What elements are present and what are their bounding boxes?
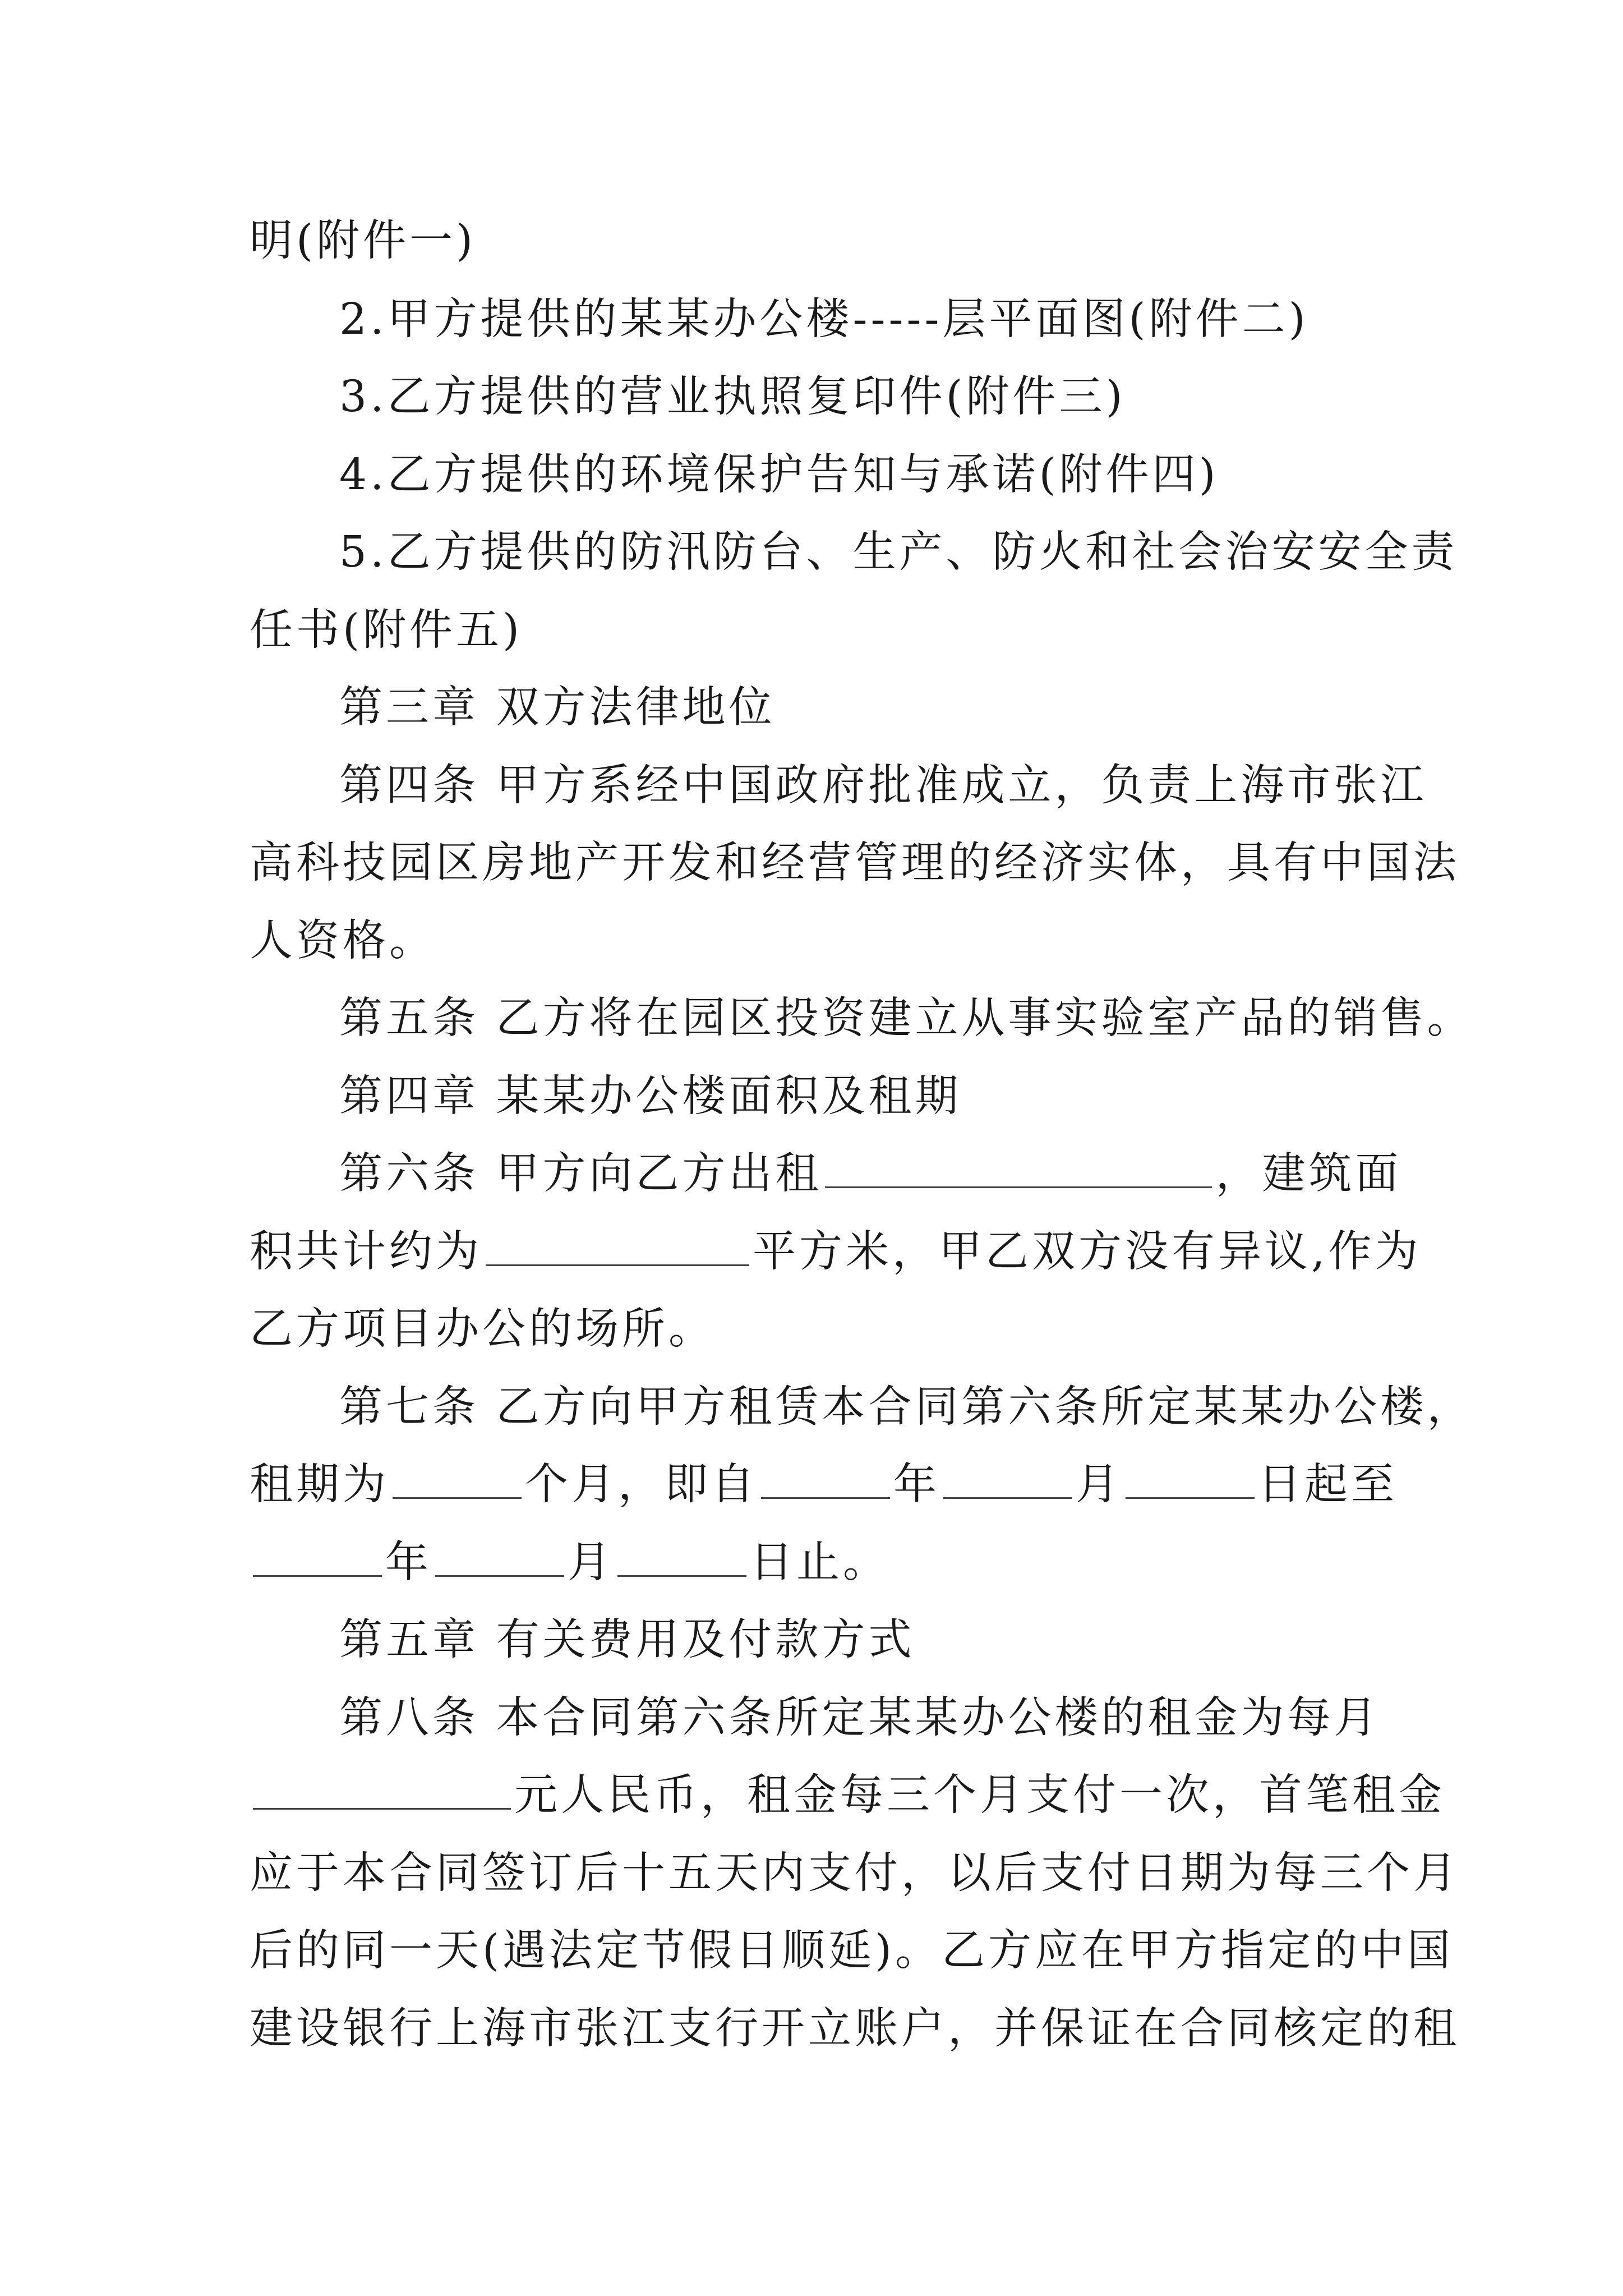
text-line	[250, 1768, 1445, 1824]
line-text: 2.甲方提供的某某办公楼-----层平面图(附件二)	[339, 295, 1309, 344]
line-text: 日止。	[750, 1538, 889, 1588]
text-line	[339, 1379, 1473, 1435]
blank-field	[761, 1462, 890, 1499]
text-line	[339, 447, 1219, 503]
line-text: 高科技园区房地产开发和经营管理的经济实体，具有中国法	[250, 838, 1460, 888]
text-line	[250, 1224, 1421, 1280]
text-line	[250, 213, 476, 269]
text-line	[250, 835, 1460, 891]
line-text: 年	[385, 1538, 432, 1588]
text-line	[339, 292, 1309, 348]
text-line	[250, 1301, 715, 1358]
line-text: 第三章 双方法律地位	[339, 683, 776, 733]
line-text: 月	[568, 1538, 614, 1588]
line-text: ，建筑面	[1215, 1149, 1402, 1199]
line-text: 第六条 甲方向乙方出租	[339, 1149, 822, 1199]
blank-field	[943, 1462, 1072, 1499]
blank-field	[486, 1230, 749, 1266]
blank-field	[435, 1540, 564, 1577]
blank-field	[253, 1540, 382, 1577]
line-text: 租期为	[250, 1460, 389, 1510]
text-line	[339, 1146, 1401, 1202]
line-text: 3.乙方提供的营业执照复印件(附件三)	[339, 372, 1126, 422]
blank-field	[1126, 1462, 1255, 1499]
blank-field	[253, 1773, 511, 1810]
blank-field	[825, 1152, 1212, 1188]
blank-field	[393, 1462, 522, 1499]
line-text: 第五条 乙方将在园区投资建立从事实验室产品的销售。	[339, 993, 1474, 1043]
line-text: 第八条 本合同第六条所定某某办公楼的租金为每月	[339, 1693, 1381, 1743]
line-text: 月	[1076, 1460, 1122, 1510]
line-text: 应于本合同签订后十五天内支付，以后支付日期为每三个月	[250, 1848, 1460, 1898]
line-text: 第五章 有关费用及付款方式	[339, 1615, 915, 1665]
chapter-heading	[339, 680, 775, 736]
blank-field	[617, 1540, 746, 1577]
line-text: 建设银行上海市张江支行开立账户，并保证在合同核定的租	[250, 2004, 1460, 2054]
line-text: 第七条 乙方向甲方租赁本合同第六条所定某某办公楼，	[339, 1382, 1474, 1432]
text-line	[250, 913, 436, 969]
text-line	[339, 524, 1458, 581]
line-text: 年	[893, 1460, 940, 1510]
line-text: 明(附件一)	[250, 216, 477, 266]
line-text: 元人民币，租金每三个月支付一次，首笔租金	[514, 1770, 1445, 1820]
text-line	[250, 1457, 1398, 1513]
line-text: 日起至	[1258, 1460, 1398, 1510]
text-line	[250, 2001, 1460, 2057]
line-text: 乙方项目办公的场所。	[250, 1304, 715, 1354]
line-text: 4.乙方提供的环境保护告知与承诺(附件四)	[339, 450, 1219, 500]
line-text: 个月，即自	[525, 1460, 758, 1510]
text-line	[339, 369, 1126, 425]
text-line	[250, 602, 523, 659]
line-text: 5.乙方提供的防汛防台、生产、防火和社会治安安全责	[339, 527, 1458, 577]
line-text: 第四章 某某办公楼面积及租期	[339, 1071, 962, 1121]
text-line	[250, 1846, 1460, 1902]
text-line	[250, 1535, 889, 1591]
chapter-heading	[339, 1612, 915, 1668]
text-line	[339, 991, 1473, 1047]
text-line	[339, 1690, 1380, 1746]
line-text: 人资格。	[250, 916, 436, 966]
line-text: 积共计约为	[250, 1227, 482, 1277]
text-line	[339, 758, 1427, 814]
line-text: 任书(附件五)	[250, 605, 523, 655]
line-text: 第四条 甲方系经中国政府批准成立，负责上海市张江	[339, 761, 1427, 811]
text-line	[250, 1923, 1454, 1979]
line-text: 平方米，甲乙双方没有异议,作为	[753, 1227, 1422, 1277]
line-text: 后的同一天(遇法定节假日顺延)。乙方应在甲方指定的中国	[250, 1926, 1454, 1976]
chapter-heading	[339, 1069, 961, 1125]
